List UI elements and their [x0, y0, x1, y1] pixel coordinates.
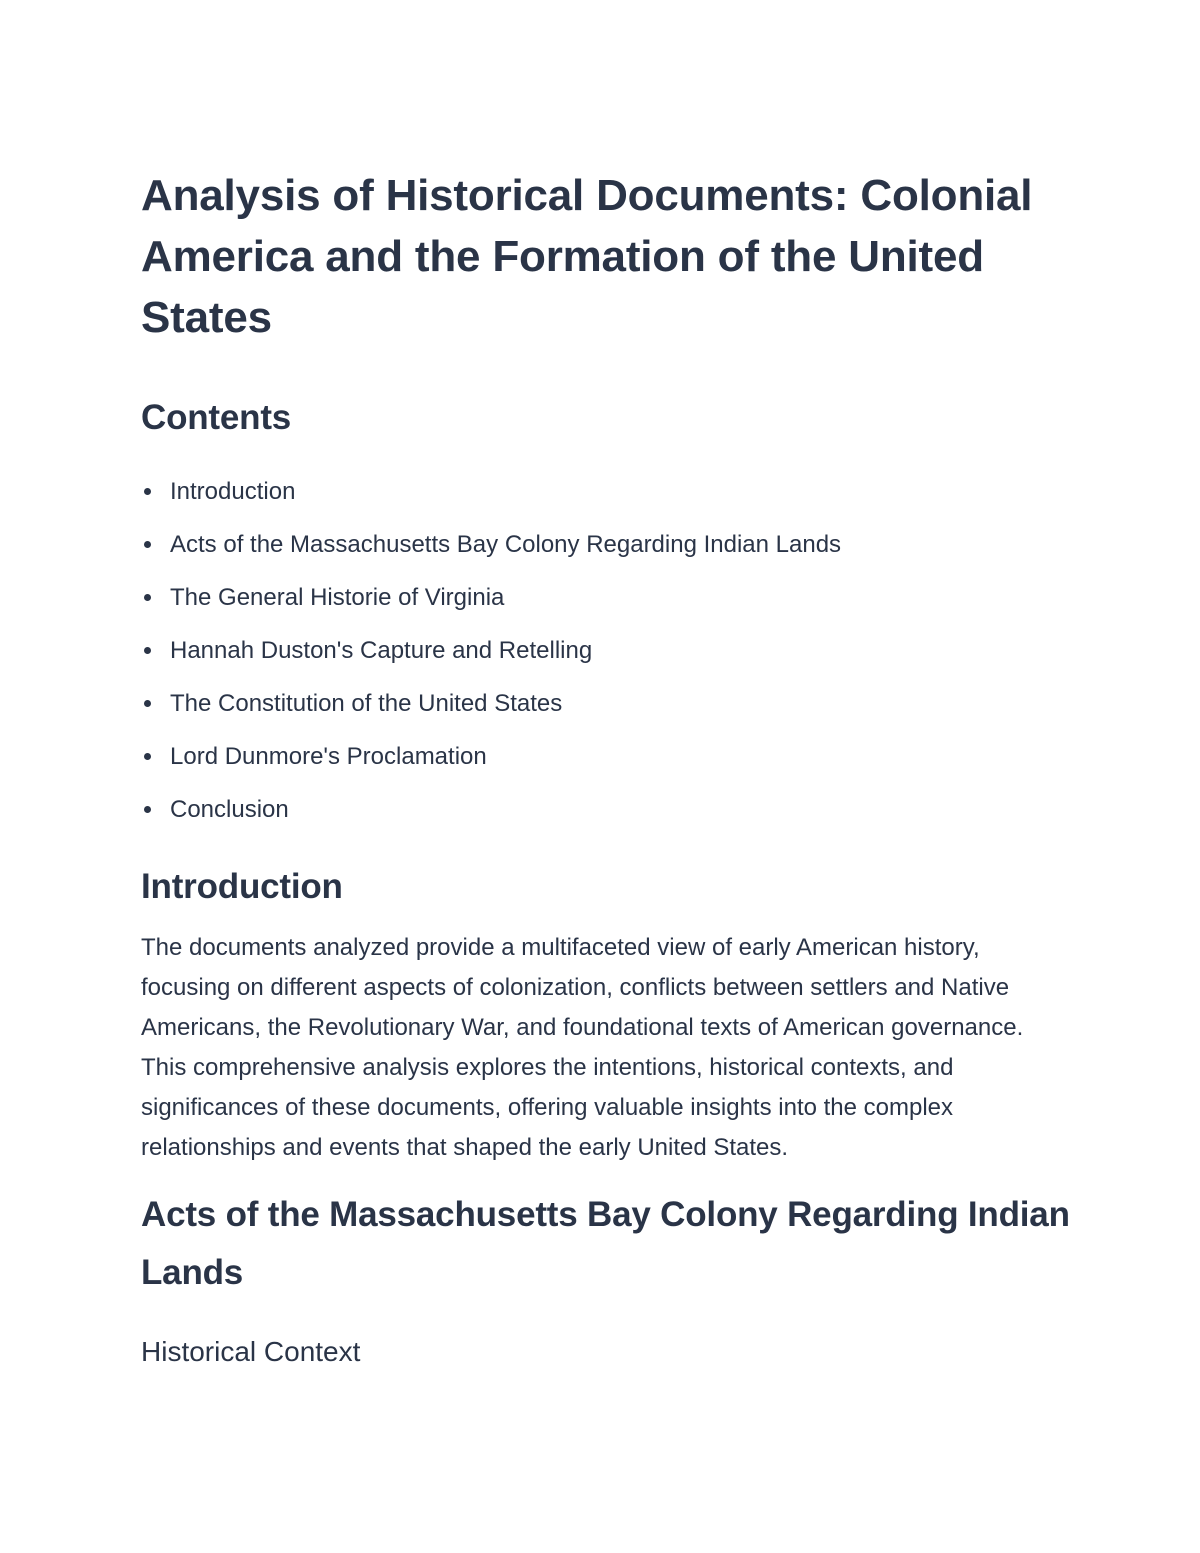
toc-item-label: The Constitution of the United States	[170, 690, 563, 717]
table-of-contents	[141, 465, 1071, 836]
toc-item	[141, 465, 1071, 518]
toc-item	[141, 730, 1071, 783]
introduction-paragraph: The documents analyzed provide a multifaceted view of early American history, focusing on different aspects of colonization, conflicts between settlers and Native Americans, the Revolutionary War, and foundational texts of American governance. This comprehensive analysis explores the intentions, historical contexts, and significances of these documents, offering valuable insights into the complex relationships and events that shaped the early United States.	[141, 934, 1024, 1161]
document-page	[141, 165, 1071, 1372]
toc-item	[141, 677, 1071, 730]
document-title: Analysis of Historical Documents: Colonial America and the Formation of the United States	[141, 171, 1033, 342]
toc-item-label: Lord Dunmore's Proclamation	[170, 743, 487, 770]
bullet-icon	[144, 806, 151, 813]
toc-item-label: The General Historie of Virginia	[170, 584, 505, 611]
toc-item	[141, 571, 1071, 624]
bullet-icon	[144, 753, 151, 760]
toc-item-label: Conclusion	[170, 796, 289, 823]
massachusetts-section-heading: Acts of the Massachusetts Bay Colony Regarding Indian Lands	[141, 1195, 1070, 1292]
bullet-icon	[144, 488, 151, 495]
toc-item-label: Acts of the Massachusetts Bay Colony Regarding Indian Lands	[170, 531, 842, 558]
bullet-icon	[144, 541, 151, 548]
toc-item-label: Hannah Duston's Capture and Retelling	[170, 637, 593, 664]
toc-item	[141, 624, 1071, 677]
bullet-icon	[144, 594, 151, 601]
contents-heading: Contents	[141, 398, 292, 437]
toc-item	[141, 783, 1071, 836]
toc-item-label: Introduction	[170, 478, 296, 505]
bullet-icon	[144, 700, 151, 707]
toc-item	[141, 518, 1071, 571]
historical-context-subheading: Historical Context	[141, 1336, 361, 1367]
introduction-heading: Introduction	[141, 867, 343, 906]
bullet-icon	[144, 647, 151, 654]
